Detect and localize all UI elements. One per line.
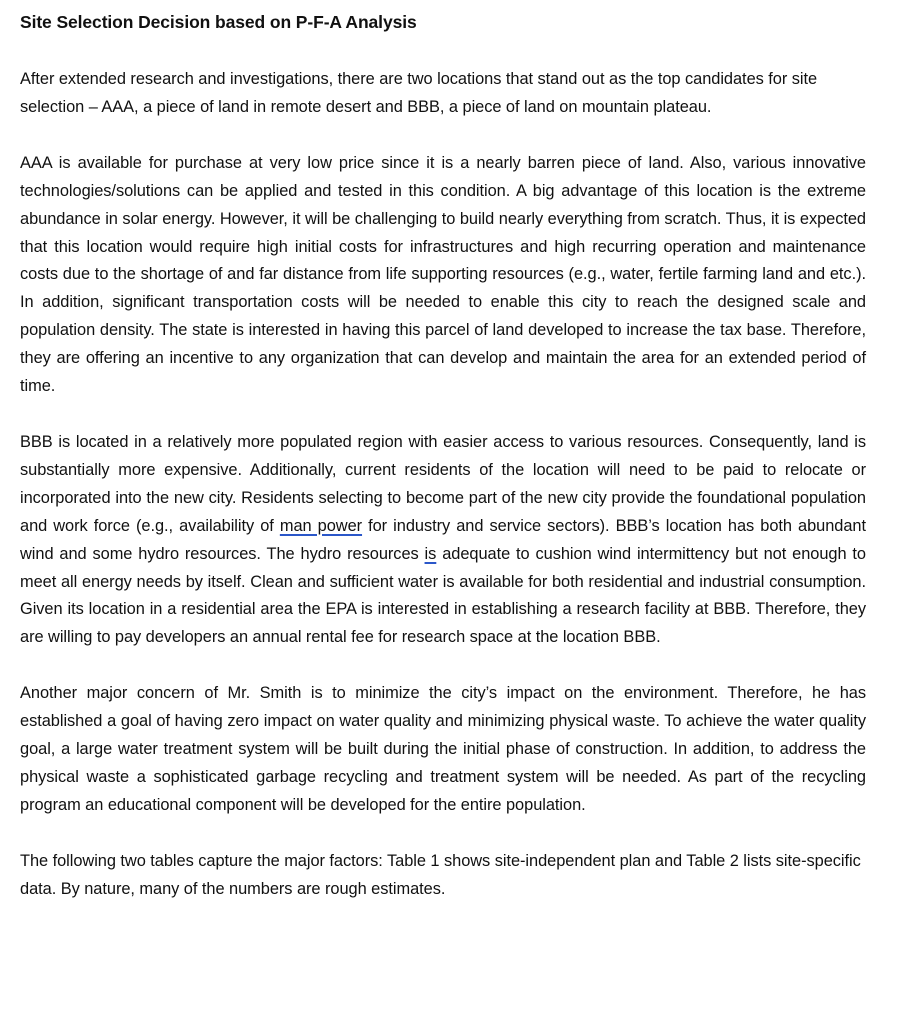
paragraph-site-bbb-text-2: for industry and service sectors). BBB’s location has both abundant wind and some hydro resources. The hydro resources xyxy=(20,516,866,563)
paragraph-site-aaa: AAA is available for purchase at very low price since it is a nearly barren piece of land. Also, various innovative technologies/solutions can be applied and tested in this condition. A big advantage of this location is the extreme abundance in solar energy. However, it will be challenging to build nearly everything from scratch. Thus, it is expected that this location would require high initial costs for infrastructures and high recurring operation and maintenance costs due to the shortage of and far distance from life supporting resources (e.g., water, fertile farming land and etc.). In addition, significant transportation costs will be needed to enable this city to reach the designed scale and population density. The state is interested in having this parcel of land developed to increase the tax base. Therefore, they are offering an incentive to any organization that can develop and maintain the area for an extended period of time. xyxy=(20,153,866,396)
paragraph-site-bbb-text-3: adequate to cushion wind intermittency but not enough to meet all energy needs by itself. Clean and sufficient water is available for both residential and industrial consumption. Given its location in a residential area the EPA is interested in establishing a research facility at BBB. Therefore, they are willing to pay developers an annual rental fee for research space at the location BBB. xyxy=(20,544,866,647)
document-title: Site Selection Decision based on P-F-A Analysis xyxy=(20,12,417,32)
spellcheck-underline-man-power: man power xyxy=(279,516,363,535)
paragraph-tables-intro: The following two tables capture the major factors: Table 1 shows site-independent plan and Table 2 lists site-specific data. By nature, many of the numbers are rough estimates. xyxy=(20,851,861,898)
paragraph-intro: After extended research and investigations, there are two locations that stand out as the top candidates for site selection – AAA, a piece of land in remote desert and BBB, a piece of land on mountain plateau. xyxy=(20,70,818,116)
spellcheck-underline-is: is xyxy=(424,544,437,563)
paragraph-site-bbb xyxy=(20,429,866,652)
document-page xyxy=(20,10,866,932)
paragraph-environment: Another major concern of Mr. Smith is to minimize the city’s impact on the environment. Therefore, he has established a goal of having zero impact on water quality and minimizing physical waste. To achieve the water quality goal, a large water treatment system will be built during the initial phase of construction. In addition, to address the physical waste a sophisticated garbage recycling and treatment system will be needed. As part of the recycling program an educational component will be developed for the entire population. xyxy=(20,684,866,814)
paragraph-site-bbb-text-1: BBB is located in a relatively more populated region with easier access to various resources. Consequently, land is substantially more expensive. Additionally, current residents of the location will need to be paid to relocate or incorporated into the new city. Residents selecting to become part of the new city provide the foundational population and work force (e.g., availability of xyxy=(20,432,866,535)
